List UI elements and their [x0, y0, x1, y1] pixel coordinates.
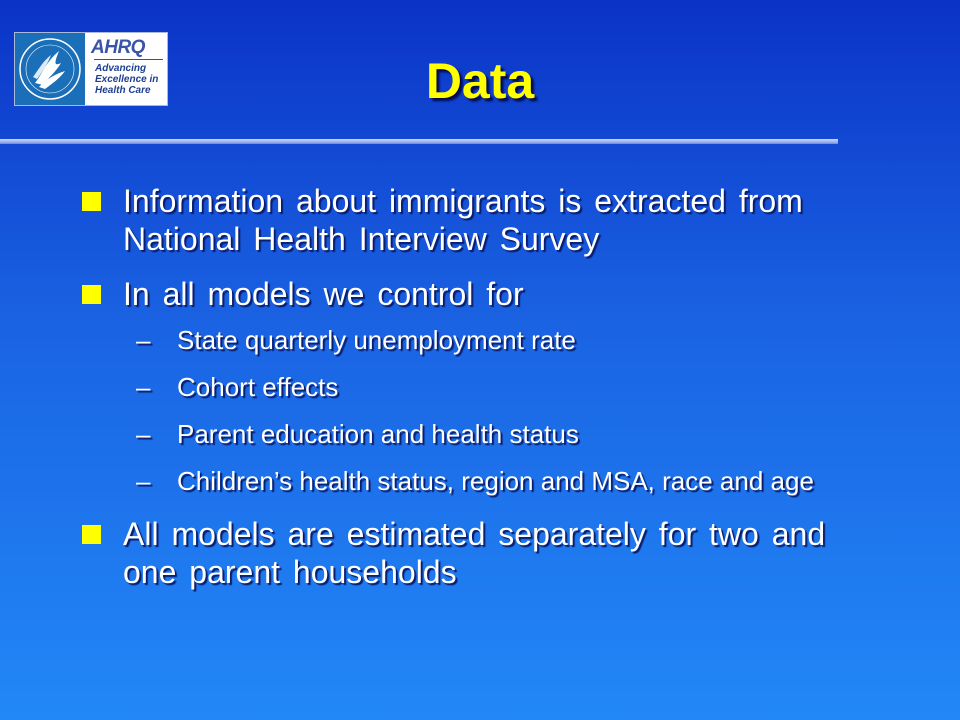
sub-bullet-text: Cohort effects	[177, 372, 339, 402]
sub-bullet-text: Parent education and health status	[177, 419, 579, 449]
sub-bullet-item	[76, 325, 866, 355]
bullet-item-controls	[76, 275, 866, 313]
square-bullet-icon	[82, 192, 101, 211]
square-bullet-icon	[82, 525, 101, 544]
sub-bullet-item	[76, 466, 866, 496]
sub-bullet-text: State quarterly unemployment rate	[177, 325, 576, 355]
dash-marker: –	[136, 419, 151, 449]
ahrq-tagline-line-3: Health Care	[95, 85, 151, 96]
bullet-item-immigrant-info	[76, 182, 866, 258]
sub-bullet-text: Children’s health status, region and MSA, race and age	[177, 466, 814, 496]
slide-title: Data	[425, 53, 535, 109]
dash-marker: –	[136, 325, 151, 355]
slide-body	[76, 182, 866, 591]
dash-marker: –	[136, 372, 151, 402]
square-bullet-icon	[82, 285, 101, 304]
ahrq-tagline-line-2: Excellence in	[95, 74, 159, 85]
bullet-item-separate-estimation	[76, 515, 866, 591]
bullet-text: Information about immigrants is extracted from National Health Interview Survey	[123, 183, 803, 257]
bullet-text: In all models we control for	[123, 276, 524, 312]
ahrq-tagline-line-1: Advancing	[95, 63, 147, 74]
ahrq-wordmark: AHRQ	[91, 37, 145, 58]
dash-marker: –	[136, 466, 151, 496]
title-underline	[0, 139, 838, 144]
sub-bullet-item	[76, 372, 866, 402]
bullet-text: All models are estimated separately for two and one parent households	[123, 516, 826, 590]
sub-bullet-item	[76, 419, 866, 449]
